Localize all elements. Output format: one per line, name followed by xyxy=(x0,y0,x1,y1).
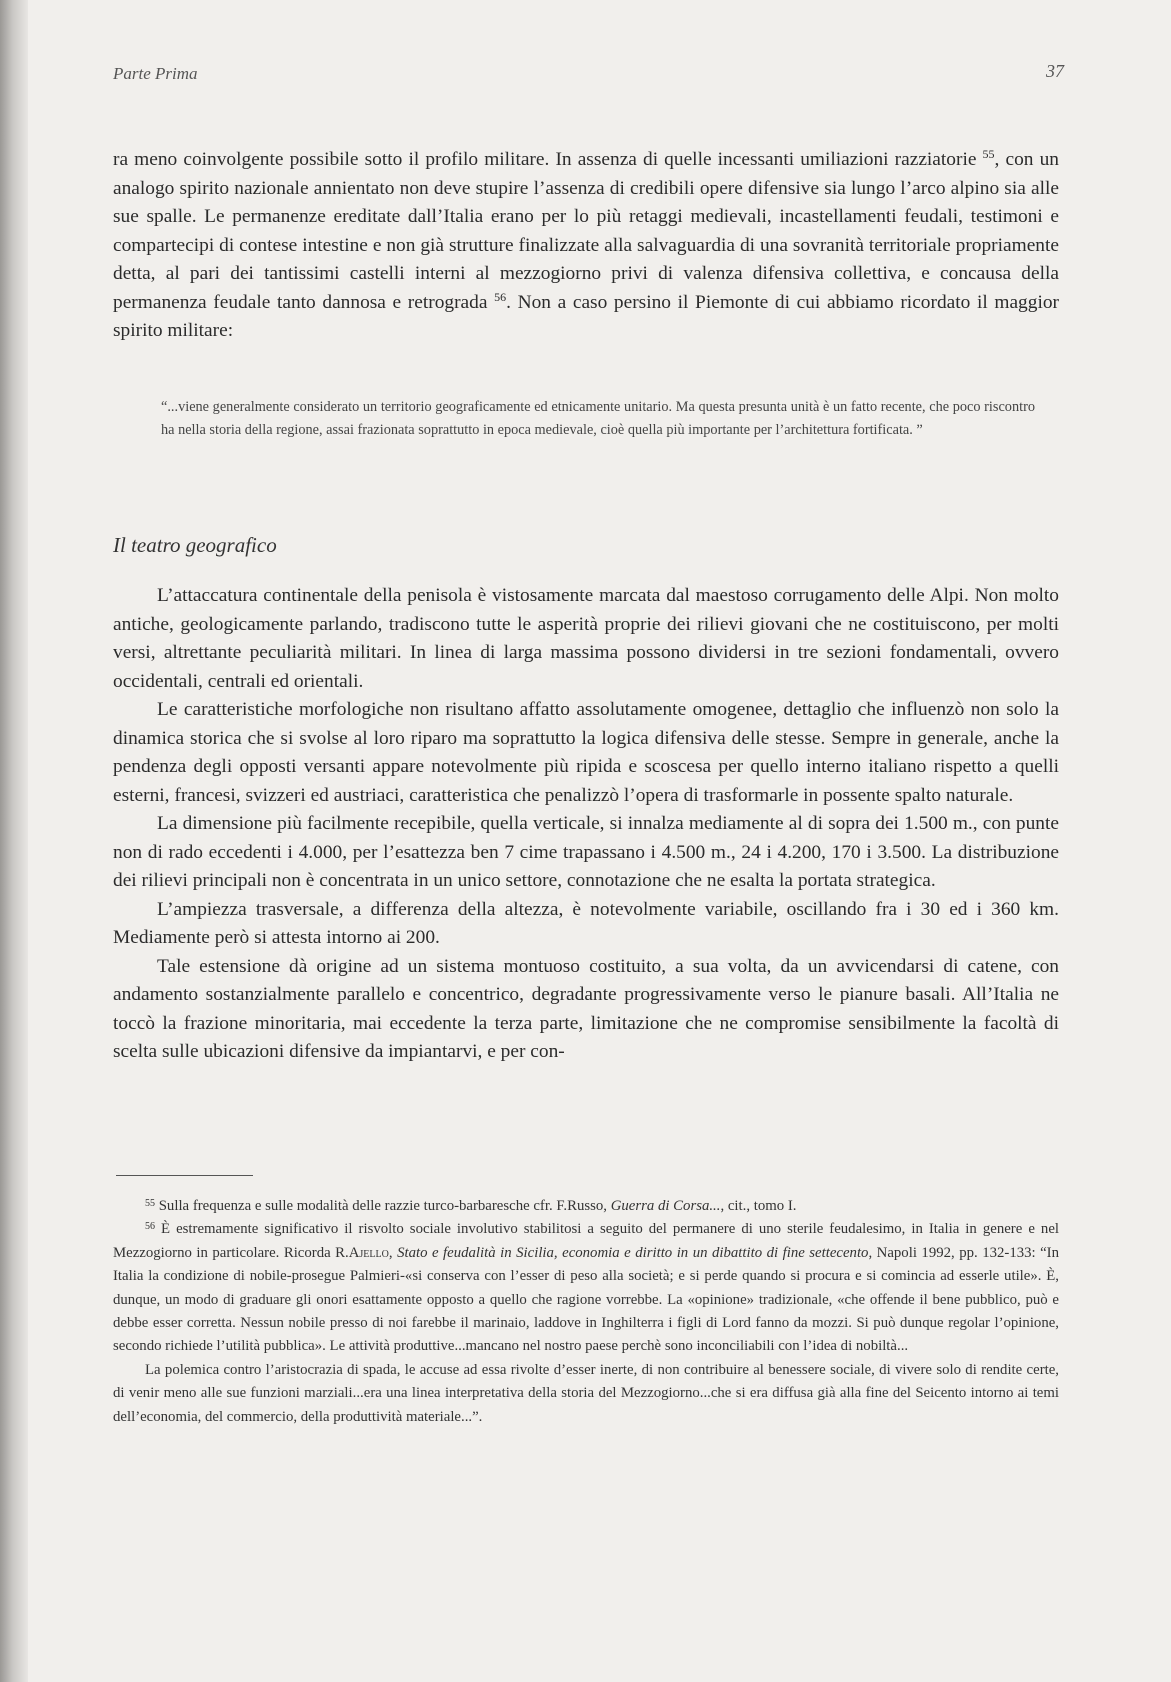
footnote-text: Sulla frequenza e sulle modalità delle razzie turco-barbaresche cfr. F.Russo, xyxy=(155,1198,611,1214)
footnote-title: Stato e feudalità in Sicilia, economia e diritto in un dibattito di fine settecento xyxy=(397,1244,869,1261)
footnote-56 xyxy=(113,1218,1059,1358)
footnote-55 xyxy=(113,1195,1059,1218)
footnote-text: È estremamente significativo il risvolto sociale involutivo stabilitosi a seguito del permanere di uno sterile feudalesimo, in Italia in genere e nel Mezzogiorno in particolare. Ricorda R. xyxy=(113,1221,1059,1261)
footnote-56-continuation: La polemica contro l’aristocrazia di spada, le accuse ad essa rivolte d’esser inerte, di non contribuire al benessere sociale, di vivere solo di rendite certe, di venir meno alle sue funzioni marziali...era una linea interpretativa della storia del Mezzogiorno...che si era diffusa già alla fine del Seicento intorno ai temi dell’economia, del commercio, della produttività materiale...”. xyxy=(113,1361,1059,1425)
body-paragraph: L’attaccatura continentale della penisola è vistosamente marcata dal maestoso corrugamento delle Alpi. Non molto antiche, geologicamente parlando, tradiscono tutte le asperità proprie dei rilievi giovani che ne costituiscono, per molti versi, altrettante peculiarità militari. In linea di larga massima possono dividersi in tre sezioni fondamentali, ovvero occidentali, centrali ed orientali. xyxy=(113,585,1059,692)
body-paragraph: Le caratteristiche morfologiche non risultano affatto assolutamente omogenee, dettaglio che influenzò non solo la dinamica storica che si svolse al loro riparo ma soprattutto la logica difensiva delle stesse. Sempre in generale, anche la pendenza degli opposti versanti appare notevolmente più ripida e scoscesa per quello interno italiano rispetto a quelli esterni, francesi, svizzeri ed austriaci, caratteristica che penalizzò l’opera di trasformarle in possente spalto naturale. xyxy=(113,699,1059,806)
footnote-mark: 56 xyxy=(145,1221,155,1233)
body-paragraph: L’ampiezza trasversale, a differenza della altezza, è notevolmente variabile, oscillando fra i 30 ed i 360 km. Mediamente però si attesta intorno ai 200. xyxy=(113,898,1059,948)
intro-text-a: ra meno coinvolgente possibile sotto il profilo militare. In assenza di quelle incessanti umiliazioni razziatorie xyxy=(113,149,983,170)
footnotes xyxy=(113,1195,1059,1429)
intro-paragraph-block xyxy=(113,146,1059,346)
running-head: Parte Prima xyxy=(113,64,198,83)
section-body xyxy=(113,582,1059,1067)
footnote-ref-55[interactable]: 55 xyxy=(982,147,995,161)
footnote-ref-56[interactable]: 56 xyxy=(494,289,507,304)
page-number: 37 xyxy=(1046,61,1064,81)
footnote-separator-text: , xyxy=(388,1244,398,1261)
body-paragraph: La dimensione più facilmente recepibile, quella verticale, si innalza mediamente al di sopra dei 1.500 m., con punte non di rado eccedenti i 4.000, per l’esattezza ben 7 cime trapassano i 4.500 m., 24 i 4.200, 170 i 3.500. La distribuzione dei rilievi principali non è concentrata in un unico settore, connotazione che ne esalta la portata strategica. xyxy=(113,813,1059,891)
block-quote: “...viene generalmente considerato un territorio geograficamente ed etnicamente unitario. Ma questa presunta unità è un fatto recente, che poco riscontro ha nella storia della regione, assai frazionata soprattutto in epoca medievale, cioè quella più importante per l’architettura fortificata. ” xyxy=(161,399,1035,438)
body-paragraph: Tale estensione dà origine ad un sistema montuoso costituito, a sua volta, da un avvicendarsi di catene, con andamento sostanzialmente parallelo e concentrico, degradante progressivamente verso le pianure basali. All’Italia ne toccò la frazione minoritaria, mai eccedente la terza parte, limitazione che ne compromise sensibilmente la facoltà di scelta sulle ubicazioni difensive da impiantarvi, e per con- xyxy=(113,955,1059,1062)
footnote-title: Guerra di Corsa... xyxy=(610,1198,721,1214)
section-heading: Il teatro geografico xyxy=(113,533,277,557)
footnote-text: , Napoli 1992, pp. 132-133: “In Italia la condizione di nobile-prosegue Palmieri-«si conserva con l’esser di peso alla società; e si perde quando si procura e si comincia ad esserle utile». È, dunque, un modo di graduare gli onori esattamente opposto a quello che ragione vorrebbe. La «opinione» tradizionale, «che offende il bene pubblico, può e debbe esser corretta. Nessun nobile presso di noi farebbe il marinaio, laddove in Inghilterra i figli di Lord fanno da mozzi. Si può dunque regolar l’opinione, secondo richiede l’utilità pubblica». Le attività produttive...mancano nel nostro paese perchè sono inconciliabili con l’idea di nobiltà... xyxy=(113,1244,1060,1355)
footnote-separator xyxy=(116,1175,253,1176)
intro-paragraph xyxy=(113,146,1059,346)
footnote-mark: 55 xyxy=(145,1198,155,1209)
intro-text-b: , con un analogo spirito nazionale annientato non deve stupire l’assenza di credibili opere difensive sia lungo l’arco alpino sia alle sue spalle. Le permanenze ereditate dall’Italia erano per lo più retaggi medievali, incastellamenti feudali, testimoni e compartecipi di contese intestine e non già strutture finalizzate alla salvaguardia di una sovranità territoriale propriamente detta, al pari dei tantissimi castelli interni al mezzogiorno privi di valenza difensiva collettiva, e concausa della permanenza feudale tanto dannosa e retrograda xyxy=(113,149,1059,313)
intro-text-c: . Non a caso persino il Piemonte di cui abbiamo ricordato il maggior spirito militare: xyxy=(113,291,1059,341)
footnote-text: , cit., tomo I. xyxy=(720,1198,797,1214)
footnote-author: Ajello xyxy=(348,1244,389,1261)
